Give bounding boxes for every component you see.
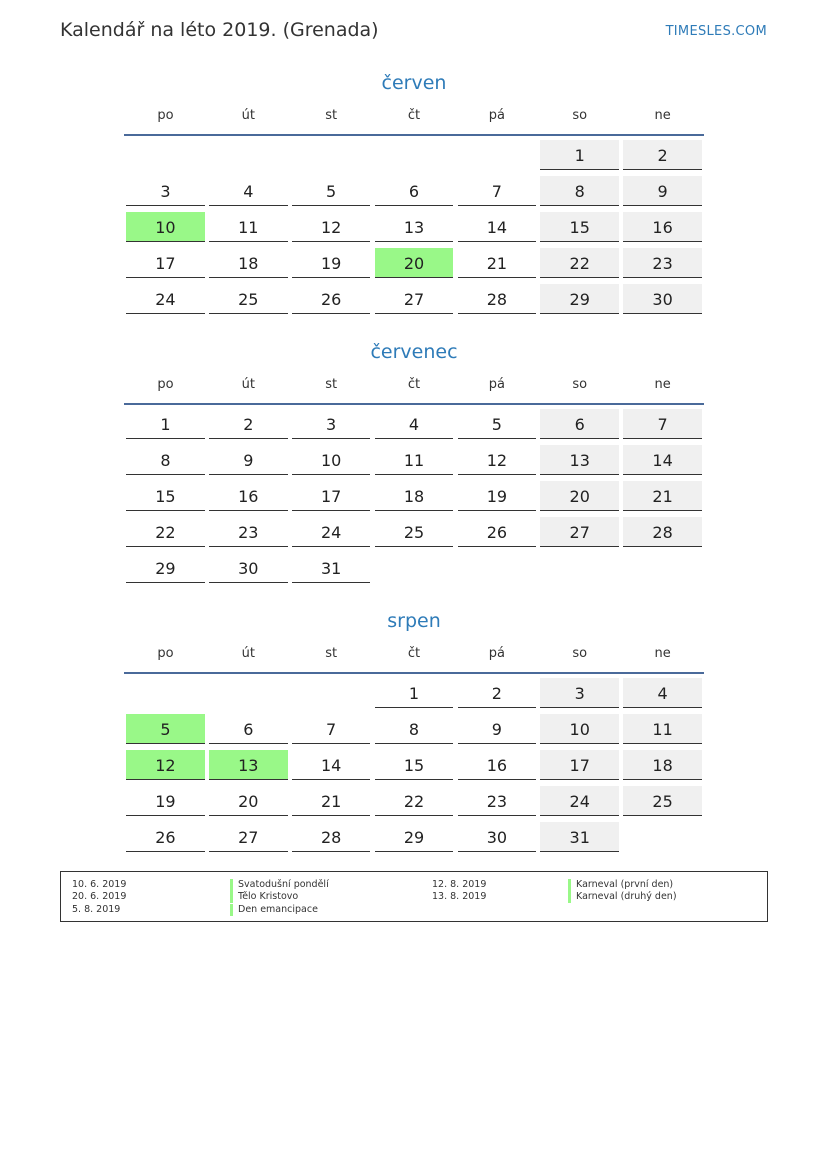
weekday-label: po [157, 108, 174, 123]
day-cell: 2 [458, 678, 536, 708]
day-cell: 9 [209, 445, 287, 475]
day-cell: 4 [623, 678, 701, 708]
day-cell: 18 [623, 750, 701, 780]
day-cell: 25 [623, 786, 701, 816]
week-row [124, 513, 704, 549]
day-cell: 23 [209, 517, 287, 547]
day-cell: 1 [375, 678, 453, 708]
day-cell: 9 [458, 714, 536, 744]
day-cell: 15 [375, 750, 453, 780]
weekday-label: st [325, 108, 338, 123]
weekday-label: út [241, 108, 255, 123]
week-row [124, 710, 704, 746]
empty-day-cell [623, 822, 701, 852]
day-cell: 4 [375, 409, 453, 439]
legend-date: 12. 8. 2019 [432, 879, 487, 890]
week-row [124, 441, 704, 477]
day-cell: 6 [375, 176, 453, 206]
day-cell: 7 [458, 176, 536, 206]
weekday-label: pá [488, 108, 505, 123]
empty-day-cell [126, 678, 204, 708]
day-cell: 26 [458, 517, 536, 547]
day-cell: 30 [623, 284, 701, 314]
month-name: srpen [387, 610, 441, 632]
day-cell: 1 [540, 140, 618, 170]
weekday-label: so [572, 377, 588, 392]
weekday-label: po [157, 377, 174, 392]
legend-name: Svatodušní pondělí [230, 879, 329, 891]
day-cell: 18 [209, 248, 287, 278]
day-cell: 28 [623, 517, 701, 547]
empty-day-cell [375, 553, 453, 583]
weekday-label: čt [407, 108, 421, 123]
day-cell: 6 [209, 714, 287, 744]
day-cell: 12 [292, 212, 370, 242]
weekday-label: st [325, 646, 338, 661]
day-cell: 8 [126, 445, 204, 475]
empty-day-cell [623, 553, 701, 583]
day-cell: 12 [458, 445, 536, 475]
day-cell: 24 [540, 786, 618, 816]
day-cell: 31 [292, 553, 370, 583]
weekday-label: út [241, 646, 255, 661]
day-cell: 17 [126, 248, 204, 278]
day-cell: 21 [623, 481, 701, 511]
weekday-label: út [241, 377, 255, 392]
page-title: Kalendář na léto 2019. (Grenada) [60, 19, 379, 41]
day-cell: 29 [126, 553, 204, 583]
week-row [124, 208, 704, 244]
day-cell: 4 [209, 176, 287, 206]
day-cell: 14 [292, 750, 370, 780]
weekday-label: čt [407, 377, 421, 392]
week-row [124, 405, 704, 441]
holiday-day-cell: 10 [126, 212, 204, 242]
day-cell: 3 [292, 409, 370, 439]
day-cell: 15 [540, 212, 618, 242]
day-cell: 13 [540, 445, 618, 475]
legend-date: 13. 8. 2019 [432, 891, 487, 902]
day-cell: 9 [623, 176, 701, 206]
empty-day-cell [126, 140, 204, 170]
day-cell: 19 [292, 248, 370, 278]
day-cell: 30 [458, 822, 536, 852]
day-cell: 20 [540, 481, 618, 511]
day-cell: 23 [458, 786, 536, 816]
day-cell: 17 [292, 481, 370, 511]
day-cell: 20 [209, 786, 287, 816]
weekday-header [124, 367, 704, 405]
day-cell: 14 [458, 212, 536, 242]
day-cell: 16 [623, 212, 701, 242]
day-cell: 22 [540, 248, 618, 278]
day-cell: 11 [623, 714, 701, 744]
day-cell: 29 [375, 822, 453, 852]
day-cell: 30 [209, 553, 287, 583]
month-name: červen [381, 72, 447, 94]
week-row [124, 782, 704, 818]
empty-day-cell [375, 140, 453, 170]
week-row [124, 172, 704, 208]
week-row [124, 549, 704, 585]
holiday-legend [60, 871, 768, 922]
empty-day-cell [458, 553, 536, 583]
empty-day-cell [292, 140, 370, 170]
day-cell: 24 [292, 517, 370, 547]
weekday-label: ne [654, 108, 671, 123]
weekday-header [124, 636, 704, 674]
month-calendar [124, 68, 704, 316]
day-cell: 5 [458, 409, 536, 439]
legend-date: 20. 6. 2019 [72, 891, 127, 902]
day-cell: 7 [623, 409, 701, 439]
day-cell: 10 [540, 714, 618, 744]
day-cell: 26 [292, 284, 370, 314]
day-cell: 2 [209, 409, 287, 439]
day-cell: 28 [458, 284, 536, 314]
holiday-day-cell: 20 [375, 248, 453, 278]
week-row [124, 136, 704, 172]
day-cell: 22 [126, 517, 204, 547]
day-cell: 10 [292, 445, 370, 475]
week-row [124, 477, 704, 513]
week-row [124, 674, 704, 710]
weekday-label: ne [654, 646, 671, 661]
day-cell: 3 [540, 678, 618, 708]
empty-day-cell [209, 140, 287, 170]
legend-date: 10. 6. 2019 [72, 879, 127, 890]
day-cell: 22 [375, 786, 453, 816]
empty-day-cell [292, 678, 370, 708]
weekday-label: st [325, 377, 338, 392]
day-cell: 15 [126, 481, 204, 511]
day-cell: 25 [375, 517, 453, 547]
day-cell: 31 [540, 822, 618, 852]
weekday-label: po [157, 646, 174, 661]
legend-name: Den emancipace [230, 904, 318, 916]
day-cell: 19 [126, 786, 204, 816]
weekday-label: so [572, 646, 588, 661]
empty-day-cell [209, 678, 287, 708]
day-cell: 19 [458, 481, 536, 511]
holiday-day-cell: 13 [209, 750, 287, 780]
day-cell: 6 [540, 409, 618, 439]
day-cell: 16 [209, 481, 287, 511]
day-cell: 18 [375, 481, 453, 511]
weekday-label: pá [488, 377, 505, 392]
day-cell: 16 [458, 750, 536, 780]
day-cell: 14 [623, 445, 701, 475]
legend-date: 5. 8. 2019 [72, 904, 121, 915]
weekday-label: so [572, 108, 588, 123]
month-calendar [124, 337, 704, 585]
day-cell: 28 [292, 822, 370, 852]
empty-day-cell [540, 553, 618, 583]
empty-day-cell [458, 140, 536, 170]
day-cell: 25 [209, 284, 287, 314]
holiday-day-cell: 12 [126, 750, 204, 780]
weekday-label: čt [407, 646, 421, 661]
day-cell: 27 [540, 517, 618, 547]
day-cell: 27 [375, 284, 453, 314]
week-row [124, 280, 704, 316]
weekday-label: ne [654, 377, 671, 392]
day-cell: 11 [209, 212, 287, 242]
legend-name: Karneval (první den) [568, 879, 673, 891]
day-cell: 23 [623, 248, 701, 278]
day-cell: 27 [209, 822, 287, 852]
day-cell: 5 [292, 176, 370, 206]
month-calendar [124, 606, 704, 854]
day-cell: 8 [375, 714, 453, 744]
month-name: červenec [370, 341, 458, 363]
week-row [124, 818, 704, 854]
day-cell: 29 [540, 284, 618, 314]
day-cell: 24 [126, 284, 204, 314]
day-cell: 1 [126, 409, 204, 439]
legend-name: Karneval (druhý den) [568, 891, 677, 903]
day-cell: 2 [623, 140, 701, 170]
day-cell: 26 [126, 822, 204, 852]
legend-name: Tělo Kristovo [230, 891, 298, 903]
day-cell: 11 [375, 445, 453, 475]
day-cell: 8 [540, 176, 618, 206]
day-cell: 21 [292, 786, 370, 816]
day-cell: 17 [540, 750, 618, 780]
brand-link[interactable]: TIMESLES.COM [665, 24, 767, 39]
day-cell: 13 [375, 212, 453, 242]
day-cell: 21 [458, 248, 536, 278]
holiday-day-cell: 5 [126, 714, 204, 744]
day-cell: 7 [292, 714, 370, 744]
week-row [124, 746, 704, 782]
day-cell: 3 [126, 176, 204, 206]
weekday-label: pá [488, 646, 505, 661]
weekday-header [124, 98, 704, 136]
week-row [124, 244, 704, 280]
